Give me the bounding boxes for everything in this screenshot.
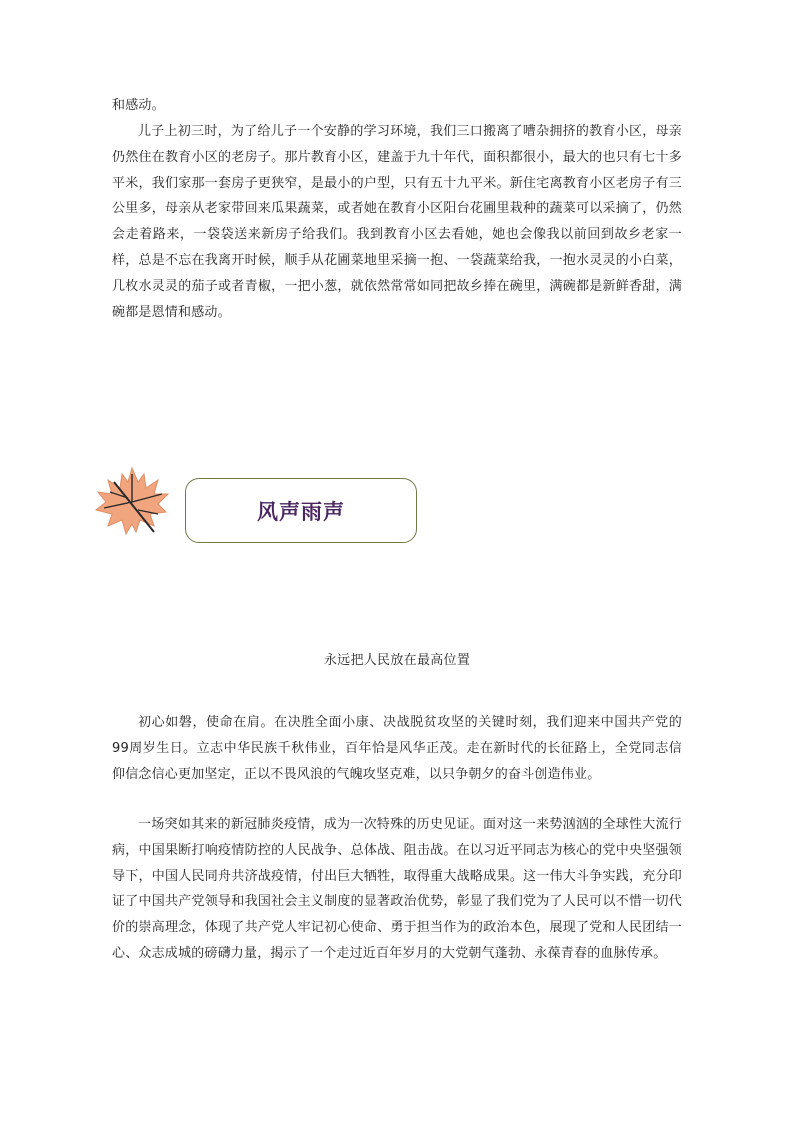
article-paragraph-2: 一场突如其来的新冠肺炎疫情，成为一次特殊的历史见证。面对这一来势汹汹的全球性大流行病，中国果断打响疫情防控的人民战争、总体战、阻击战。在以习近平同志为核心的党中央坚强领导下，中国人民同舟共济战疫情，付出巨大牺牲，取得重大战略成果。这一伟大斗争实践，充分印证了中国共产党领导和我国社会主义制度的显著政治优势，彰显了我们党为了人民可以不惜一切代价的崇高理念，体现了共产党人牢记初心使命、勇于担当作为的政治本色，展现了党和人民团结一心、众志成城的磅礴力量，揭示了一个走过近百年岁月的大党朝气蓬勃、永葆青春的血脉传承。 [112, 817, 682, 961]
section-header [92, 464, 432, 554]
section-title: 风声雨声 [257, 498, 345, 524]
section-title-box [185, 478, 417, 543]
article-paragraph-1: 初心如磐，使命在肩。在决胜全面小康、决战脱贫攻坚的关键时刻，我们迎来中国共产党的99周岁生日。立志中华民族千秋伟业，百年恰是风华正茂。走在新时代的长征路上，全党同志信仰信念信心更加坚定，正以不畏风浪的气魄攻坚克难，以只争朝夕的奋斗创造伟业。 [112, 715, 682, 782]
article-title: 永远把人民放在最高位置 [323, 653, 471, 668]
continuation-text: 和感动。 [112, 98, 165, 113]
son-paragraph: 儿子上初三时，为了给儿子一个安静的学习环境，我们三口搬离了嘈杂拥挤的教育小区，母亲仍然住在教育小区的老房子。那片教育小区，建盖于九十年代，面积都很小，最大的也只有七十多平米，我们家那一套房子更狭窄，是最小的户型，只有五十九平米。新住宅离教育小区老房子有三公里多，母亲从老家带回来瓜果蔬菜，或者她在教育小区阳台花圃里栽种的蔬菜可以采摘了，仍然会走着路来，一袋袋送来新房子给我们。我到教育小区去看她，她也会像我以前回到故乡老家一样，总是不忘在我离开时候，顺手从花圃菜地里采摘一抱、一袋蔬菜给我，一抱水灵灵的小白菜，几枚水灵灵的茄子或者青椒，一把小葱，就依然常常如同把故乡捧在碗里，满碗都是新鲜香甜，满碗都是恩情和感动。 [112, 124, 682, 320]
maple-leaf-icon [92, 464, 172, 544]
